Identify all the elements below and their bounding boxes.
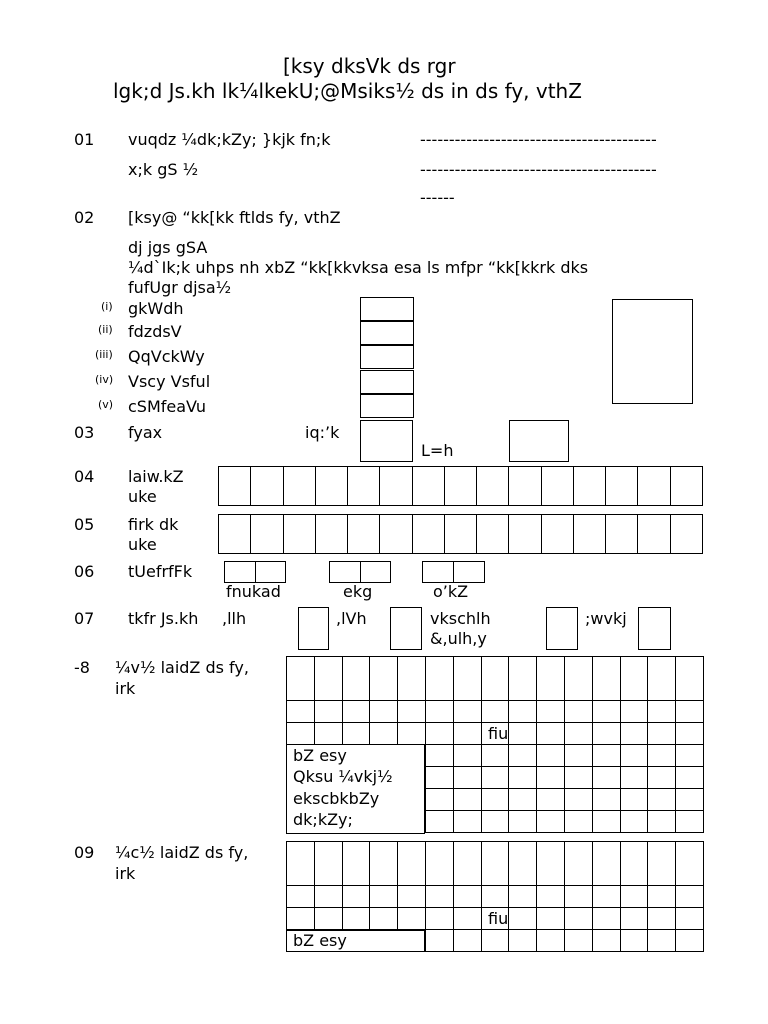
- q06-label: tUefrfFk: [128, 562, 193, 581]
- dob-month-label: ekg: [343, 582, 373, 601]
- char-box[interactable]: [314, 907, 343, 930]
- char-box[interactable]: [564, 744, 593, 767]
- option-roman: (v): [98, 398, 114, 411]
- option-checkbox-badminton[interactable]: [360, 394, 414, 418]
- char-box[interactable]: [342, 885, 371, 908]
- char-box[interactable]: [369, 700, 398, 723]
- char-box[interactable]: [620, 700, 649, 723]
- q04-label-cont: uke: [128, 487, 157, 506]
- char-box[interactable]: [647, 722, 676, 745]
- char-box[interactable]: [286, 907, 315, 930]
- char-box[interactable]: [425, 700, 454, 723]
- char-box[interactable]: [369, 885, 398, 908]
- dob-year-boxes[interactable]: [422, 561, 485, 583]
- char-box[interactable]: [592, 656, 621, 701]
- char-box[interactable]: [453, 766, 482, 789]
- q01-label-cont: x;k gS ½: [128, 160, 199, 179]
- char-box[interactable]: [453, 929, 482, 952]
- category-sc-box[interactable]: [298, 607, 329, 650]
- char-box[interactable]: [564, 656, 593, 701]
- char-box[interactable]: [314, 885, 343, 908]
- char-box[interactable]: [286, 722, 315, 745]
- char-box[interactable]: [620, 766, 649, 789]
- char-box[interactable]: [620, 885, 649, 908]
- q01-blank-line-3[interactable]: ------: [420, 188, 455, 207]
- q08-label: ¼v½ laidZ ds fy,: [115, 658, 249, 677]
- q01-number: 01: [74, 130, 95, 149]
- char-box[interactable]: [397, 841, 426, 886]
- char-box[interactable]: [592, 885, 621, 908]
- char-box[interactable]: [564, 810, 593, 833]
- address-b-pin-label: fiu: [488, 909, 509, 928]
- char-box[interactable]: [564, 885, 593, 908]
- char-box[interactable]: [508, 907, 537, 930]
- char-box[interactable]: [564, 907, 593, 930]
- option-checkbox-football[interactable]: [360, 345, 414, 369]
- char-box[interactable]: [675, 907, 704, 930]
- option-roman: (ii): [98, 323, 113, 336]
- option-label-badminton: cSMfeaVu: [128, 397, 207, 416]
- char-box[interactable]: [675, 810, 704, 833]
- option-roman: (iii): [95, 348, 113, 361]
- q03-label: fyax: [128, 423, 163, 442]
- char-box[interactable]: [425, 929, 454, 952]
- option-label-table-tennis: Vscy Vsful: [128, 372, 211, 391]
- address-a-phone-res-label: Qksu ¼vkj½: [293, 767, 393, 786]
- char-box[interactable]: [453, 841, 482, 886]
- char-box[interactable]: [675, 929, 704, 952]
- char-box[interactable]: [564, 841, 593, 886]
- q02-sub2: ¼d`Ik;k uhps nh xbZ “kk[kkvksa esa ls mfpr “kk[kkrk dks: [128, 258, 589, 277]
- option-checkbox-table-tennis[interactable]: [360, 370, 414, 394]
- char-box[interactable]: [369, 656, 398, 701]
- option-roman: (i): [101, 300, 113, 313]
- photo-box[interactable]: [612, 299, 693, 404]
- char-box[interactable]: [620, 744, 649, 767]
- char-box[interactable]: [425, 766, 454, 789]
- char-box[interactable]: [647, 700, 676, 723]
- char-box[interactable]: [481, 885, 510, 908]
- char-box[interactable]: [675, 656, 704, 701]
- q03-number: 03: [74, 423, 95, 442]
- char-box[interactable]: [481, 810, 510, 833]
- option-checkbox-cricket[interactable]: [360, 321, 414, 345]
- char-box[interactable]: [508, 700, 537, 723]
- char-box[interactable]: [675, 788, 704, 811]
- char-box[interactable]: [564, 722, 593, 745]
- char-box[interactable]: [536, 766, 565, 789]
- char-box[interactable]: [564, 788, 593, 811]
- char-box[interactable]: [647, 885, 676, 908]
- q07-number: 07: [74, 609, 95, 628]
- char-box[interactable]: [675, 885, 704, 908]
- category-sc-label: ,llh: [222, 609, 247, 628]
- char-box[interactable]: [508, 766, 537, 789]
- category-obc-label-cont: &,ulh,y: [430, 629, 487, 648]
- char-box[interactable]: [314, 722, 343, 745]
- char-box[interactable]: [397, 700, 426, 723]
- char-box[interactable]: [592, 766, 621, 789]
- address-a-mobile-label: ekscbkbZy: [293, 789, 380, 808]
- full-name-grid[interactable]: [218, 466, 703, 506]
- char-box[interactable]: [481, 766, 510, 789]
- q01-blank-line-1[interactable]: -----------------------------------------: [420, 130, 657, 149]
- dob-month-boxes[interactable]: [329, 561, 391, 583]
- char-box[interactable]: [453, 907, 482, 930]
- char-box[interactable]: [508, 722, 537, 745]
- char-box[interactable]: [536, 744, 565, 767]
- char-box[interactable]: [564, 700, 593, 723]
- char-box[interactable]: [425, 907, 454, 930]
- char-box[interactable]: [536, 788, 565, 811]
- char-box[interactable]: [425, 656, 454, 701]
- category-obc-label: vkschlh: [430, 609, 491, 628]
- option-checkbox-hockey[interactable]: [360, 297, 414, 321]
- q02-sub1: dj jgs gSA: [128, 238, 208, 257]
- char-box[interactable]: [592, 722, 621, 745]
- char-box[interactable]: [453, 700, 482, 723]
- char-box[interactable]: [647, 766, 676, 789]
- char-box[interactable]: [564, 766, 593, 789]
- q09-number: 09: [74, 843, 95, 862]
- char-box[interactable]: [286, 700, 315, 723]
- char-box[interactable]: [369, 722, 398, 745]
- char-box[interactable]: [286, 841, 315, 886]
- char-box[interactable]: [481, 929, 510, 952]
- char-box[interactable]: [647, 841, 676, 886]
- char-box[interactable]: [314, 656, 343, 701]
- char-box[interactable]: [342, 841, 371, 886]
- gender-male-label: iq:’k: [305, 423, 340, 442]
- category-ur-label: ;wvkj: [585, 609, 627, 628]
- form-title-line2: lgk;d Js.kh lk¼lkekU;@Msiks½ ds in ds fy, vthZ: [113, 79, 582, 103]
- category-ur-box[interactable]: [638, 607, 671, 650]
- q08-label-cont: irk: [115, 679, 136, 698]
- char-box[interactable]: [536, 929, 565, 952]
- char-box[interactable]: [481, 700, 510, 723]
- q04-number: 04: [74, 467, 95, 486]
- char-box[interactable]: [536, 656, 565, 701]
- char-box[interactable]: [508, 788, 537, 811]
- option-label-cricket: fdzdsV: [128, 322, 182, 341]
- char-box[interactable]: [620, 788, 649, 811]
- char-box[interactable]: [592, 929, 621, 952]
- char-box[interactable]: [397, 907, 426, 930]
- char-box[interactable]: [564, 929, 593, 952]
- char-box[interactable]: [647, 929, 676, 952]
- dob-day-label: fnukad: [226, 582, 281, 601]
- char-box[interactable]: [397, 885, 426, 908]
- char-box[interactable]: [453, 744, 482, 767]
- char-box[interactable]: [647, 744, 676, 767]
- char-box[interactable]: [397, 656, 426, 701]
- q06-number: 06: [74, 562, 95, 581]
- dob-year-label: o’kZ: [433, 582, 469, 601]
- char-box[interactable]: [342, 700, 371, 723]
- char-box[interactable]: [481, 744, 510, 767]
- option-label-hockey: gkWdh: [128, 299, 184, 318]
- gender-female-box[interactable]: [509, 420, 569, 462]
- char-box[interactable]: [536, 700, 565, 723]
- char-box[interactable]: [536, 907, 565, 930]
- dob-day-boxes[interactable]: [224, 561, 286, 583]
- char-box[interactable]: [536, 722, 565, 745]
- q05-number: 05: [74, 515, 95, 534]
- char-box[interactable]: [286, 885, 315, 908]
- char-box[interactable]: [675, 744, 704, 767]
- char-box[interactable]: [508, 744, 537, 767]
- char-box[interactable]: [620, 810, 649, 833]
- char-box[interactable]: [508, 656, 537, 701]
- address-a-office-label: dk;kZy;: [293, 810, 353, 829]
- char-box[interactable]: [342, 907, 371, 930]
- q02-label: [ksy@ “kk[kk ftlds fy, vthZ: [128, 208, 341, 227]
- char-box[interactable]: [425, 841, 454, 886]
- char-box[interactable]: [453, 810, 482, 833]
- q01-label: vuqdz ¼dk;kZy; }kjk fn;k: [128, 130, 331, 149]
- char-box[interactable]: [675, 841, 704, 886]
- char-box[interactable]: [508, 810, 537, 833]
- char-box[interactable]: [397, 722, 426, 745]
- option-roman: (iv): [95, 373, 114, 386]
- char-box[interactable]: [508, 841, 537, 886]
- char-box[interactable]: [425, 788, 454, 811]
- option-label-football: QqVckWy: [128, 347, 205, 366]
- address-a-pin-label: fiu: [488, 724, 509, 743]
- char-box[interactable]: [481, 656, 510, 701]
- char-box[interactable]: [592, 700, 621, 723]
- char-box[interactable]: [425, 722, 454, 745]
- char-box[interactable]: [620, 656, 649, 701]
- char-box[interactable]: [592, 788, 621, 811]
- char-box[interactable]: [592, 744, 621, 767]
- char-box[interactable]: [675, 766, 704, 789]
- char-box[interactable]: [620, 907, 649, 930]
- char-box[interactable]: [536, 810, 565, 833]
- char-box[interactable]: [342, 722, 371, 745]
- char-box[interactable]: [592, 907, 621, 930]
- char-box[interactable]: [453, 788, 482, 811]
- char-box[interactable]: [675, 722, 704, 745]
- char-box[interactable]: [592, 841, 621, 886]
- q02-number: 02: [74, 208, 95, 227]
- char-box[interactable]: [592, 810, 621, 833]
- q05-label: firk dk: [128, 515, 179, 534]
- char-box[interactable]: [453, 656, 482, 701]
- char-box[interactable]: [647, 810, 676, 833]
- char-box[interactable]: [453, 885, 482, 908]
- q09-label-cont: irk: [115, 864, 136, 883]
- char-box[interactable]: [369, 841, 398, 886]
- char-box[interactable]: [481, 788, 510, 811]
- char-box[interactable]: [536, 841, 565, 886]
- category-obc-box[interactable]: [546, 607, 578, 650]
- q01-blank-line-2[interactable]: -----------------------------------------: [420, 160, 657, 179]
- char-box[interactable]: [508, 929, 537, 952]
- category-st-label: ,lVh: [336, 609, 367, 628]
- char-box[interactable]: [453, 722, 482, 745]
- char-box[interactable]: [425, 744, 454, 767]
- char-box[interactable]: [647, 656, 676, 701]
- char-box[interactable]: [675, 700, 704, 723]
- char-box[interactable]: [425, 885, 454, 908]
- q07-label: tkfr Js.kh: [128, 609, 199, 628]
- gender-female-label: L=h: [421, 441, 454, 460]
- category-st-box[interactable]: [390, 607, 422, 650]
- char-box[interactable]: [620, 841, 649, 886]
- form-title-line1: [ksy dksVk ds rgr: [283, 54, 456, 78]
- char-box[interactable]: [508, 885, 537, 908]
- char-box[interactable]: [481, 841, 510, 886]
- char-box[interactable]: [647, 907, 676, 930]
- q09-label: ¼c½ laidZ ds fy,: [115, 843, 249, 862]
- address-a-email-label: bZ esy: [293, 746, 347, 765]
- char-box[interactable]: [620, 929, 649, 952]
- father-name-grid[interactable]: [218, 514, 703, 554]
- char-box[interactable]: [536, 885, 565, 908]
- q05-label-cont: uke: [128, 535, 157, 554]
- char-box[interactable]: [314, 700, 343, 723]
- q08-number: -8: [74, 658, 90, 677]
- q04-label: laiw.kZ: [128, 467, 184, 486]
- char-box[interactable]: [286, 656, 315, 701]
- char-box[interactable]: [314, 841, 343, 886]
- char-box[interactable]: [342, 656, 371, 701]
- gender-male-box[interactable]: [360, 420, 413, 462]
- char-box[interactable]: [369, 907, 398, 930]
- char-box[interactable]: [647, 788, 676, 811]
- char-box[interactable]: [425, 810, 454, 833]
- address-b-email-label: bZ esy: [293, 931, 347, 950]
- char-box[interactable]: [620, 722, 649, 745]
- q02-sub3: fufUgr djsa½: [128, 278, 232, 297]
